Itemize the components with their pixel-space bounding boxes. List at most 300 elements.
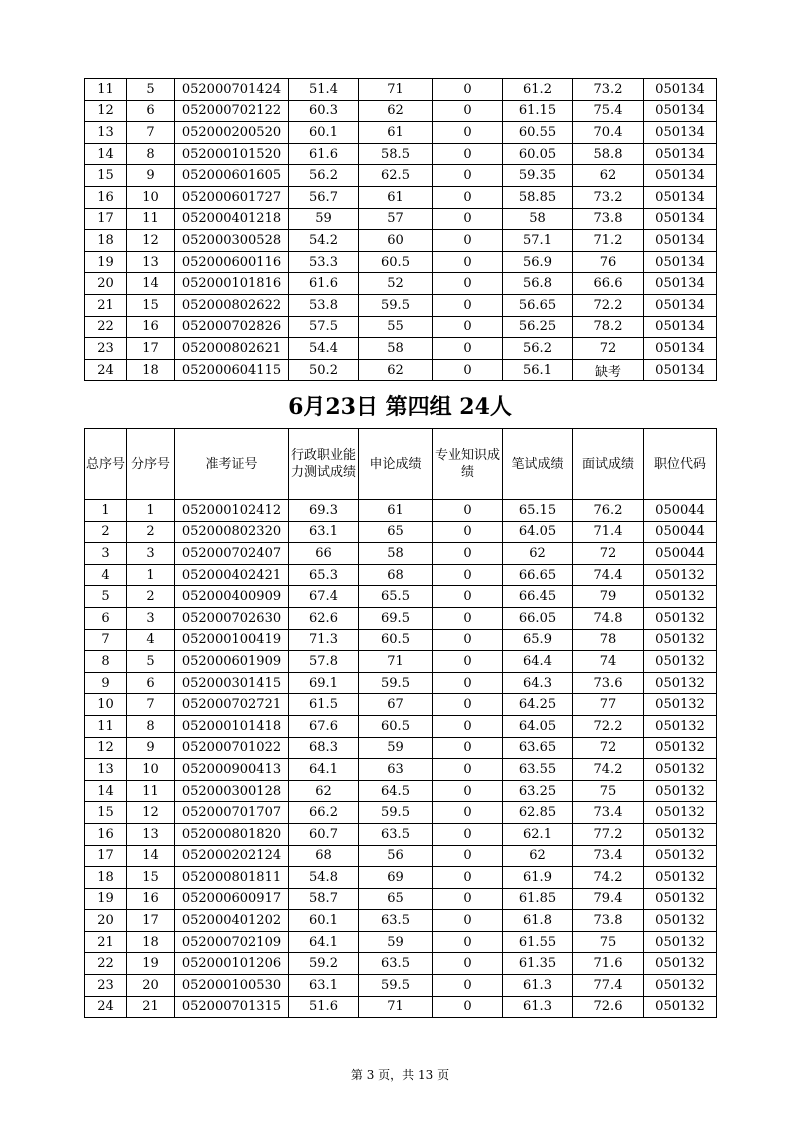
cell-written-score: 57.1: [503, 230, 573, 252]
cell-total-index: 11: [85, 715, 127, 737]
table-row: [85, 586, 717, 608]
cell-professional-score: 0: [433, 931, 503, 953]
cell-admission-number: 052000301415: [175, 672, 289, 694]
cell-position-code: 050134: [644, 186, 717, 208]
cell-essay-score: 59.5: [359, 975, 433, 997]
cell-sub-index: 18: [127, 359, 175, 381]
cell-sub-index: 10: [127, 186, 175, 208]
cell-interview-score: 73.8: [573, 910, 644, 932]
cell-written-score: 62: [503, 845, 573, 867]
cell-sub-index: 2: [127, 521, 175, 543]
cell-admission-number: 052000401218: [175, 208, 289, 230]
cell-admission-number: 052000802621: [175, 338, 289, 360]
cell-position-code: 050044: [644, 521, 717, 543]
cell-position-code: 050132: [644, 651, 717, 673]
cell-sub-index: 18: [127, 931, 175, 953]
cell-interview-score: 73.6: [573, 672, 644, 694]
cell-written-score: 64.05: [503, 521, 573, 543]
cell-total-index: 21: [85, 294, 127, 316]
cell-interview-score: 77: [573, 694, 644, 716]
cell-sub-index: 16: [127, 316, 175, 338]
cell-total-index: 8: [85, 651, 127, 673]
cell-essay-score: 59: [359, 737, 433, 759]
table-row: [85, 910, 717, 932]
cell-admission-number: 052000300528: [175, 230, 289, 252]
cell-interview-score: 58.8: [573, 143, 644, 165]
table-row: [85, 79, 717, 101]
cell-interview-score: 74.2: [573, 867, 644, 889]
cell-sub-index: 20: [127, 975, 175, 997]
cell-interview-score: 75.4: [573, 100, 644, 122]
cell-admission-number: 052000102412: [175, 500, 289, 522]
table-row: [85, 629, 717, 651]
header-written-score: 笔试成绩: [503, 429, 573, 500]
group-score-table: [84, 428, 717, 1018]
cell-essay-score: 58.5: [359, 143, 433, 165]
cell-aptitude-score: 68: [289, 845, 359, 867]
cell-essay-score: 69: [359, 867, 433, 889]
cell-aptitude-score: 66: [289, 543, 359, 565]
cell-essay-score: 69.5: [359, 607, 433, 629]
cell-interview-score: 73.4: [573, 845, 644, 867]
cell-total-index: 24: [85, 996, 127, 1018]
cell-aptitude-score: 66.2: [289, 802, 359, 824]
cell-total-index: 21: [85, 931, 127, 953]
cell-essay-score: 62: [359, 359, 433, 381]
header-total-index: 总序号: [85, 429, 127, 500]
cell-interview-score: 72: [573, 338, 644, 360]
cell-sub-index: 15: [127, 294, 175, 316]
cell-written-score: 61.15: [503, 100, 573, 122]
cell-sub-index: 1: [127, 564, 175, 586]
cell-professional-score: 0: [433, 100, 503, 122]
cell-sub-index: 3: [127, 543, 175, 565]
cell-written-score: 65.15: [503, 500, 573, 522]
cell-essay-score: 58: [359, 338, 433, 360]
cell-professional-score: 0: [433, 737, 503, 759]
cell-written-score: 61.85: [503, 888, 573, 910]
cell-essay-score: 71: [359, 79, 433, 101]
cell-aptitude-score: 54.4: [289, 338, 359, 360]
table-header: [85, 429, 717, 500]
cell-essay-score: 56: [359, 845, 433, 867]
cell-sub-index: 6: [127, 100, 175, 122]
cell-admission-number: 052000401202: [175, 910, 289, 932]
cell-admission-number: 052000100530: [175, 975, 289, 997]
cell-professional-score: 0: [433, 294, 503, 316]
cell-aptitude-score: 51.6: [289, 996, 359, 1018]
cell-essay-score: 65: [359, 888, 433, 910]
cell-interview-score: 72: [573, 543, 644, 565]
cell-interview-score: 79: [573, 586, 644, 608]
cell-admission-number: 052000801820: [175, 823, 289, 845]
cell-professional-score: 0: [433, 996, 503, 1018]
cell-written-score: 61.55: [503, 931, 573, 953]
cell-interview-score: 77.2: [573, 823, 644, 845]
cell-essay-score: 59: [359, 931, 433, 953]
table-row: [85, 521, 717, 543]
cell-aptitude-score: 57.5: [289, 316, 359, 338]
cell-position-code: 050044: [644, 500, 717, 522]
cell-aptitude-score: 60.1: [289, 122, 359, 144]
cell-written-score: 56.2: [503, 338, 573, 360]
cell-total-index: 22: [85, 316, 127, 338]
cell-interview-score: 74.2: [573, 759, 644, 781]
cell-total-index: 4: [85, 564, 127, 586]
cell-admission-number: 052000600116: [175, 251, 289, 273]
cell-written-score: 61.3: [503, 975, 573, 997]
cell-total-index: 7: [85, 629, 127, 651]
cell-position-code: 050132: [644, 759, 717, 781]
cell-admission-number: 052000400909: [175, 586, 289, 608]
cell-aptitude-score: 62.6: [289, 607, 359, 629]
cell-admission-number: 052000101418: [175, 715, 289, 737]
cell-essay-score: 59.5: [359, 802, 433, 824]
cell-total-index: 5: [85, 586, 127, 608]
cell-aptitude-score: 69.1: [289, 672, 359, 694]
cell-admission-number: 052000101206: [175, 953, 289, 975]
cell-position-code: 050134: [644, 273, 717, 295]
cell-professional-score: 0: [433, 780, 503, 802]
cell-position-code: 050132: [644, 715, 717, 737]
cell-interview-score: 71.6: [573, 953, 644, 975]
cell-admission-number: 052000701424: [175, 79, 289, 101]
table-row: [85, 338, 717, 360]
table-row: [85, 564, 717, 586]
table-row: [85, 208, 717, 230]
table-row: [85, 500, 717, 522]
cell-interview-score: 78: [573, 629, 644, 651]
cell-total-index: 13: [85, 122, 127, 144]
cell-total-index: 22: [85, 953, 127, 975]
cell-professional-score: 0: [433, 273, 503, 295]
cell-aptitude-score: 51.4: [289, 79, 359, 101]
cell-professional-score: 0: [433, 975, 503, 997]
cell-position-code: 050134: [644, 100, 717, 122]
table-row: [85, 186, 717, 208]
cell-written-score: 62.1: [503, 823, 573, 845]
cell-position-code: 050134: [644, 208, 717, 230]
table-row: [85, 273, 717, 295]
cell-sub-index: 19: [127, 953, 175, 975]
table-row: [85, 251, 717, 273]
cell-admission-number: 052000101816: [175, 273, 289, 295]
cell-position-code: 050132: [644, 931, 717, 953]
cell-aptitude-score: 65.3: [289, 564, 359, 586]
cell-total-index: 19: [85, 251, 127, 273]
cell-admission-number: 052000600917: [175, 888, 289, 910]
cell-essay-score: 55: [359, 316, 433, 338]
cell-total-index: 23: [85, 975, 127, 997]
header-position-code: 职位代码: [644, 429, 717, 500]
cell-total-index: 15: [85, 165, 127, 187]
cell-essay-score: 60.5: [359, 251, 433, 273]
table-row: [85, 607, 717, 629]
table-row: [85, 802, 717, 824]
cell-admission-number: 052000100419: [175, 629, 289, 651]
cell-essay-score: 64.5: [359, 780, 433, 802]
cell-total-index: 24: [85, 359, 127, 381]
cell-total-index: 12: [85, 100, 127, 122]
cell-professional-score: 0: [433, 888, 503, 910]
cell-essay-score: 61: [359, 500, 433, 522]
cell-professional-score: 0: [433, 543, 503, 565]
table-row: [85, 823, 717, 845]
cell-total-index: 2: [85, 521, 127, 543]
cell-admission-number: 052000701707: [175, 802, 289, 824]
cell-sub-index: 8: [127, 715, 175, 737]
cell-written-score: 56.1: [503, 359, 573, 381]
cell-sub-index: 7: [127, 694, 175, 716]
cell-position-code: 050132: [644, 564, 717, 586]
cell-admission-number: 052000202124: [175, 845, 289, 867]
cell-admission-number: 052000701022: [175, 737, 289, 759]
cell-aptitude-score: 68.3: [289, 737, 359, 759]
cell-total-index: 3: [85, 543, 127, 565]
cell-admission-number: 052000702721: [175, 694, 289, 716]
cell-written-score: 61.2: [503, 79, 573, 101]
cell-aptitude-score: 54.8: [289, 867, 359, 889]
table-row: [85, 759, 717, 781]
cell-position-code: 050134: [644, 143, 717, 165]
table-row: [85, 122, 717, 144]
cell-written-score: 61.8: [503, 910, 573, 932]
cell-position-code: 050132: [644, 910, 717, 932]
cell-professional-score: 0: [433, 607, 503, 629]
cell-aptitude-score: 60.1: [289, 910, 359, 932]
cell-interview-score: 70.4: [573, 122, 644, 144]
cell-written-score: 62: [503, 543, 573, 565]
cell-total-index: 10: [85, 694, 127, 716]
cell-interview-score: 72.6: [573, 996, 644, 1018]
cell-position-code: 050132: [644, 672, 717, 694]
cell-position-code: 050132: [644, 780, 717, 802]
cell-aptitude-score: 67.4: [289, 586, 359, 608]
cell-written-score: 61.3: [503, 996, 573, 1018]
table-row: [85, 996, 717, 1018]
table-row: [85, 975, 717, 997]
cell-essay-score: 67: [359, 694, 433, 716]
cell-aptitude-score: 61.5: [289, 694, 359, 716]
cell-position-code: 050132: [644, 737, 717, 759]
cell-position-code: 050132: [644, 845, 717, 867]
cell-sub-index: 2: [127, 586, 175, 608]
header-interview-score: 面试成绩: [573, 429, 644, 500]
cell-aptitude-score: 56.7: [289, 186, 359, 208]
cell-essay-score: 71: [359, 651, 433, 673]
cell-position-code: 050132: [644, 802, 717, 824]
cell-admission-number: 052000601727: [175, 186, 289, 208]
cell-interview-score: 72.2: [573, 294, 644, 316]
cell-sub-index: 11: [127, 208, 175, 230]
cell-total-index: 16: [85, 823, 127, 845]
cell-professional-score: 0: [433, 867, 503, 889]
cell-written-score: 66.65: [503, 564, 573, 586]
cell-essay-score: 60.5: [359, 629, 433, 651]
cell-essay-score: 65: [359, 521, 433, 543]
table-row: [85, 931, 717, 953]
cell-written-score: 60.55: [503, 122, 573, 144]
cell-interview-score: 72.2: [573, 715, 644, 737]
table-row: [85, 651, 717, 673]
cell-sub-index: 3: [127, 607, 175, 629]
cell-professional-score: 0: [433, 845, 503, 867]
cell-position-code: 050132: [644, 953, 717, 975]
cell-written-score: 62.85: [503, 802, 573, 824]
cell-sub-index: 6: [127, 672, 175, 694]
cell-sub-index: 14: [127, 845, 175, 867]
cell-professional-score: 0: [433, 143, 503, 165]
cell-written-score: 65.9: [503, 629, 573, 651]
cell-aptitude-score: 69.3: [289, 500, 359, 522]
cell-essay-score: 63.5: [359, 910, 433, 932]
cell-essay-score: 68: [359, 564, 433, 586]
cell-aptitude-score: 54.2: [289, 230, 359, 252]
cell-professional-score: 0: [433, 338, 503, 360]
header-row: [85, 429, 717, 500]
table-row: [85, 715, 717, 737]
cell-position-code: 050132: [644, 629, 717, 651]
cell-admission-number: 052000402421: [175, 564, 289, 586]
cell-written-score: 58: [503, 208, 573, 230]
table-row: [85, 780, 717, 802]
cell-professional-score: 0: [433, 186, 503, 208]
cell-interview-score: 71.2: [573, 230, 644, 252]
cell-sub-index: 4: [127, 629, 175, 651]
cell-interview-score: 79.4: [573, 888, 644, 910]
table-row: [85, 165, 717, 187]
cell-aptitude-score: 50.2: [289, 359, 359, 381]
cell-written-score: 64.3: [503, 672, 573, 694]
cell-admission-number: 052000200520: [175, 122, 289, 144]
cell-written-score: 63.25: [503, 780, 573, 802]
table-row: [85, 737, 717, 759]
cell-position-code: 050134: [644, 122, 717, 144]
cell-aptitude-score: 60.3: [289, 100, 359, 122]
cell-written-score: 56.65: [503, 294, 573, 316]
table-row: [85, 953, 717, 975]
table-row: [85, 359, 717, 381]
cell-sub-index: 11: [127, 780, 175, 802]
cell-sub-index: 9: [127, 737, 175, 759]
cell-admission-number: 052000702407: [175, 543, 289, 565]
cell-admission-number: 052000701315: [175, 996, 289, 1018]
cell-professional-score: 0: [433, 694, 503, 716]
cell-essay-score: 59.5: [359, 294, 433, 316]
cell-position-code: 050132: [644, 996, 717, 1018]
cell-aptitude-score: 63.1: [289, 521, 359, 543]
cell-sub-index: 8: [127, 143, 175, 165]
cell-essay-score: 65.5: [359, 586, 433, 608]
cell-written-score: 64.25: [503, 694, 573, 716]
cell-professional-score: 0: [433, 715, 503, 737]
cell-total-index: 12: [85, 737, 127, 759]
cell-essay-score: 60: [359, 230, 433, 252]
cell-admission-number: 052000601909: [175, 651, 289, 673]
header-professional-score: 专业知识成绩: [433, 429, 503, 500]
cell-position-code: 050134: [644, 316, 717, 338]
cell-total-index: 23: [85, 338, 127, 360]
cell-position-code: 050134: [644, 251, 717, 273]
cell-interview-score: 73.2: [573, 186, 644, 208]
cell-position-code: 050134: [644, 165, 717, 187]
cell-interview-score: 73.4: [573, 802, 644, 824]
cell-admission-number: 052000802622: [175, 294, 289, 316]
cell-aptitude-score: 53.8: [289, 294, 359, 316]
cell-interview-score: 73.8: [573, 208, 644, 230]
cell-written-score: 61.35: [503, 953, 573, 975]
cell-total-index: 20: [85, 273, 127, 295]
cell-interview-score: 74.8: [573, 607, 644, 629]
cell-written-score: 63.65: [503, 737, 573, 759]
cell-written-score: 56.8: [503, 273, 573, 295]
cell-essay-score: 58: [359, 543, 433, 565]
cell-interview-score: 66.6: [573, 273, 644, 295]
cell-total-index: 17: [85, 845, 127, 867]
cell-essay-score: 63.5: [359, 823, 433, 845]
cell-essay-score: 71: [359, 996, 433, 1018]
cell-written-score: 66.05: [503, 607, 573, 629]
cell-position-code: 050132: [644, 607, 717, 629]
cell-interview-score: 62: [573, 165, 644, 187]
cell-professional-score: 0: [433, 586, 503, 608]
cell-written-score: 60.05: [503, 143, 573, 165]
table-row: [85, 867, 717, 889]
cell-written-score: 61.9: [503, 867, 573, 889]
cell-professional-score: 0: [433, 230, 503, 252]
cell-admission-number: 052000300128: [175, 780, 289, 802]
cell-total-index: 17: [85, 208, 127, 230]
cell-interview-score: 71.4: [573, 521, 644, 543]
cell-position-code: 050134: [644, 230, 717, 252]
header-sub-index: 分序号: [127, 429, 175, 500]
cell-total-index: 1: [85, 500, 127, 522]
cell-written-score: 63.55: [503, 759, 573, 781]
cell-position-code: 050132: [644, 975, 717, 997]
cell-sub-index: 15: [127, 867, 175, 889]
cell-interview-score: 73.2: [573, 79, 644, 101]
cell-total-index: 14: [85, 780, 127, 802]
cell-aptitude-score: 57.8: [289, 651, 359, 673]
cell-aptitude-score: 59: [289, 208, 359, 230]
cell-admission-number: 052000802320: [175, 521, 289, 543]
group-title: 6月23日 第四组 24人: [288, 394, 512, 420]
cell-essay-score: 63.5: [359, 953, 433, 975]
cell-sub-index: 13: [127, 823, 175, 845]
cell-written-score: 66.45: [503, 586, 573, 608]
header-aptitude-score: 行政职业能力测试成绩: [289, 429, 359, 500]
cell-essay-score: 61: [359, 122, 433, 144]
cell-position-code: 050134: [644, 79, 717, 101]
table-row: [85, 845, 717, 867]
cell-aptitude-score: 61.6: [289, 143, 359, 165]
cell-admission-number: 052000101520: [175, 143, 289, 165]
cell-professional-score: 0: [433, 910, 503, 932]
cell-professional-score: 0: [433, 953, 503, 975]
cell-written-score: 58.85: [503, 186, 573, 208]
cell-essay-score: 60.5: [359, 715, 433, 737]
cell-interview-score: 77.4: [573, 975, 644, 997]
cell-aptitude-score: 67.6: [289, 715, 359, 737]
cell-essay-score: 59.5: [359, 672, 433, 694]
cell-position-code: 050132: [644, 823, 717, 845]
page-footer: 第 3 页，共 13 页: [350, 1068, 450, 1082]
table-row: [85, 694, 717, 716]
cell-professional-score: 0: [433, 251, 503, 273]
cell-aptitude-score: 59.2: [289, 953, 359, 975]
cell-admission-number: 052000702630: [175, 607, 289, 629]
cell-professional-score: 0: [433, 521, 503, 543]
